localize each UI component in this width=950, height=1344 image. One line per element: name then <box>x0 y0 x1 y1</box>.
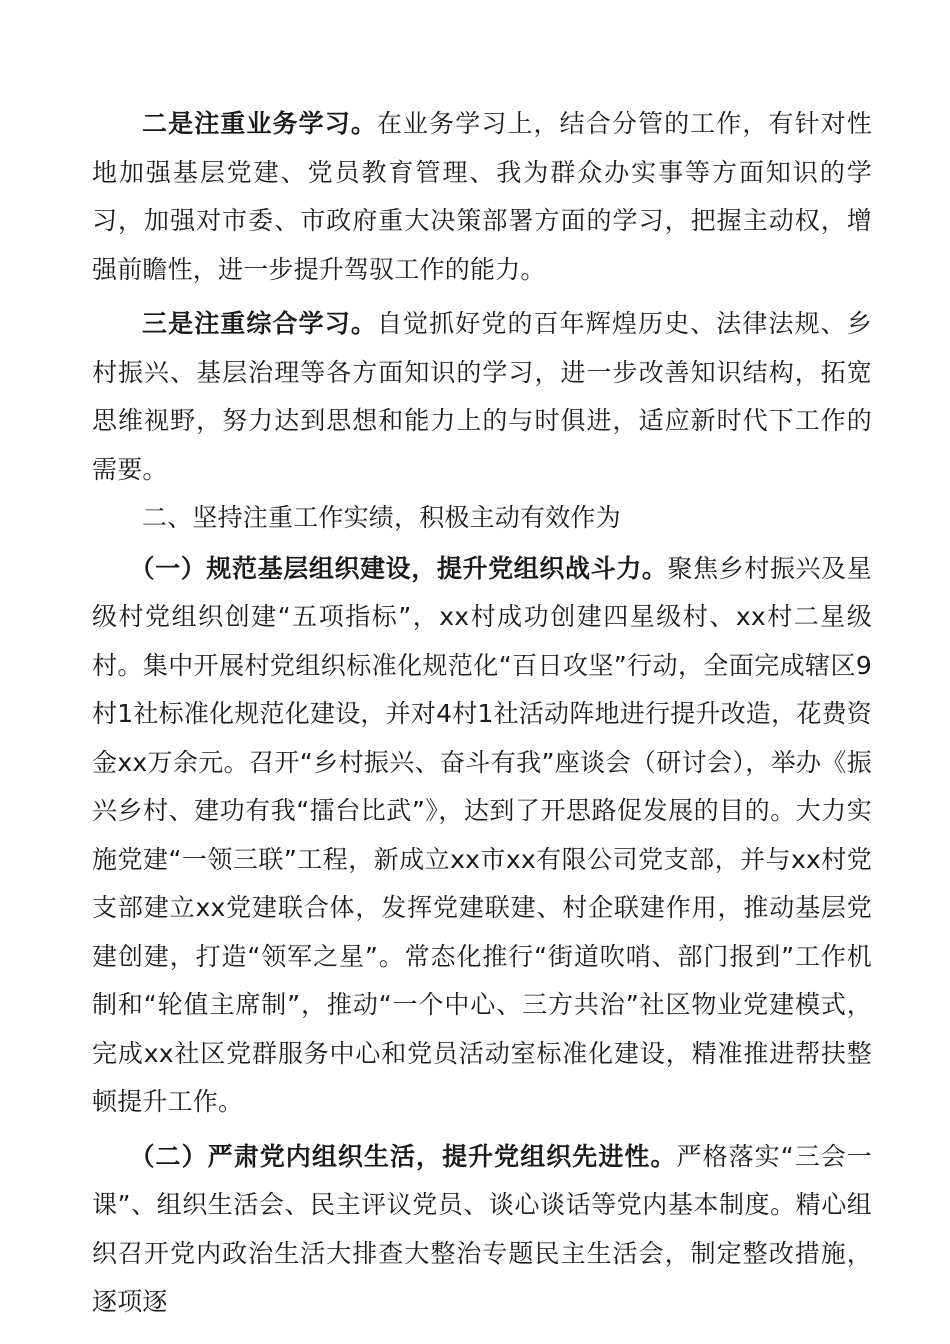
paragraph-business-study <box>92 100 872 294</box>
paragraph-lead: 三是注重综合学习。 <box>142 309 377 338</box>
subsection-lead: （二）严肃党内组织生活，提升党组织先进性。 <box>129 1141 677 1171</box>
paragraph-text: 自觉抓好党的百年辉煌历史、法律法规、乡村振兴、基层治理等各方面知识的学习，进一步改善知识结构，拓宽思维视野，努力达到思想和能力上的与时俱进，适应新时代下工作的需要。 <box>92 309 872 484</box>
section-heading: 二、坚持注重工作实绩，积极主动有效作为 <box>142 503 621 532</box>
document-body <box>92 100 872 1327</box>
subsection-text: 聚焦乡村振兴及星级村党组织创建“五项指标”，xx村成功创建四星级村、xx村二星级村。集中开展村党组织标准化规范化“百日攻坚”行动，全面完成辖区9村1社标准化规范化建设，并对4村1社活动阵地进行提升改造，花费资金xx万余元。召开“乡村振兴、奋斗有我”座谈会（研讨会），举办《振兴乡村、建功有我“擂台比武”》，达到了开思路促发展的目的。大力实施党建“一领三联”工程，新成立xx市xx有限公司党支部，并与xx村党支部建立xx党建联合体，发挥党建联建、村企联建作用，推动基层党建创建，打造“领军之星”。常态化推行“街道吹哨、部门报到”工作机制和“轮值主席制”，推动“一个中心、三方共治”社区物业党建模式，完成xx社区党群服务中心和党员活动室标准化建设，精准推进帮扶整顿提升工作。 <box>92 553 872 1116</box>
paragraph-lead: 二是注重业务学习。 <box>142 109 377 138</box>
subsection-organization-building <box>92 545 872 1127</box>
subsection-party-life <box>92 1133 872 1327</box>
subsection-lead: （一）规范基层组织建设，提升党组织战斗力。 <box>129 553 668 583</box>
paragraph-text: 在业务学习上，结合分管的工作，有针对性地加强基层党建、党员教育管理、我为群众办实事等方面知识的学习，加强对市委、市政府重大决策部署方面的学习，把握主动权，增强前瞻性，进一步提升驾驭工作的能力。 <box>92 109 872 284</box>
subsection-text: 严格落实“三会一课”、组织生活会、民主评议党员、谈心谈话等党内基本制度。精心组织召开党内政治生活大排查大整治专题民主生活会，制定整改措施，逐项逐 <box>92 1141 873 1316</box>
paragraph-comprehensive-study <box>92 300 872 494</box>
